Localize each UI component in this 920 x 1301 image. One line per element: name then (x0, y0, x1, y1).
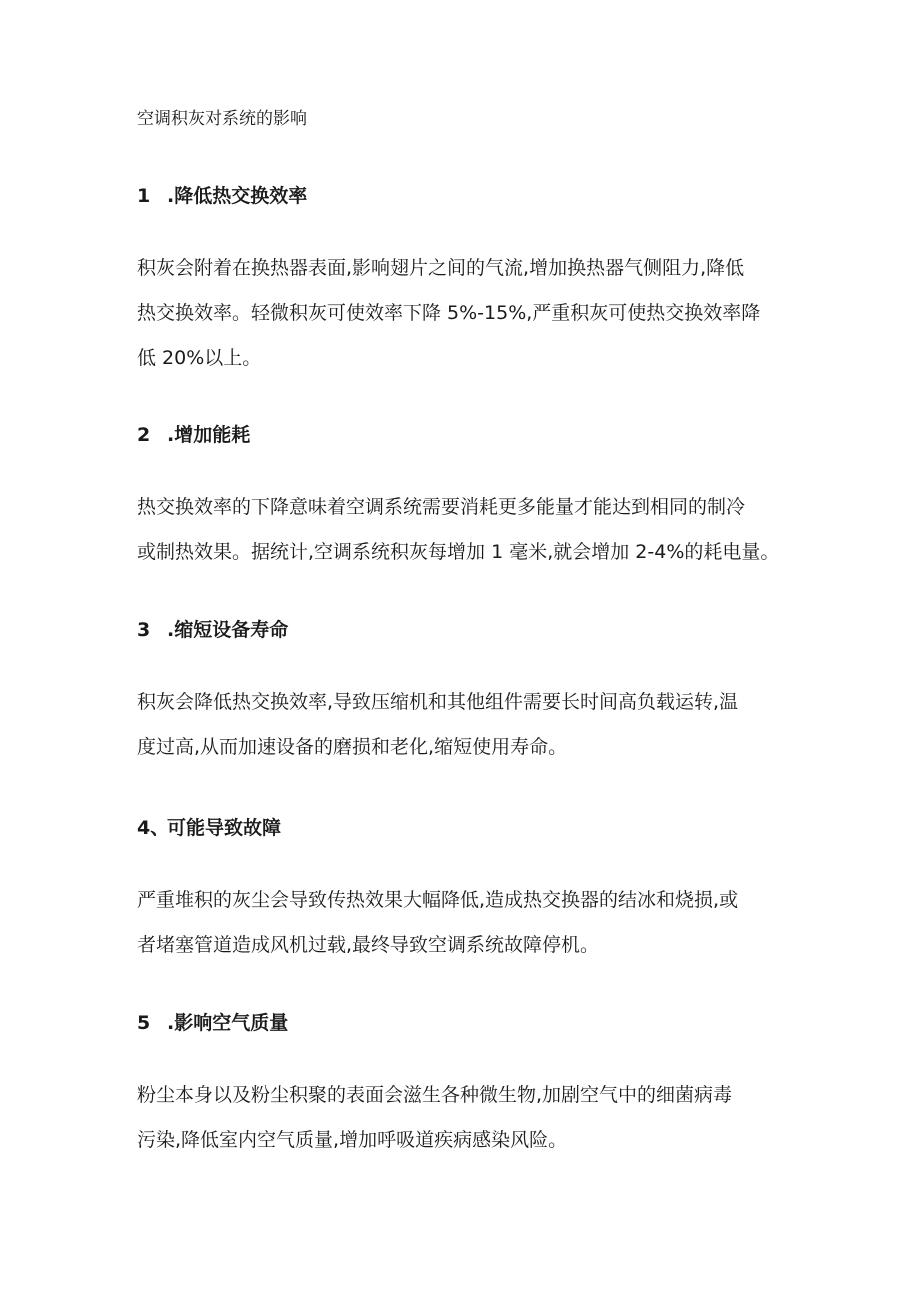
section-heading-text: 可能导致故障 (167, 817, 282, 839)
section-paragraph-2 (137, 485, 797, 575)
section-number: 4、 (137, 817, 170, 839)
section-paragraph-1 (137, 246, 797, 381)
section-paragraph-4 (137, 878, 797, 968)
section-number: 1 (137, 185, 151, 207)
section-heading-1 (137, 183, 307, 209)
section-number: 2 (137, 424, 151, 446)
paragraph-line: 积灰会附着在换热器表面,影响翅片之间的气流,增加换热器气侧阻力,降低 (137, 257, 745, 279)
section-heading-text: .增加能耗 (167, 424, 251, 446)
paragraph-line: 者堵塞管道造成风机过载,最终导致空调系统故障停机。 (137, 934, 600, 956)
section-paragraph-3 (137, 680, 797, 770)
section-number: 3 (137, 619, 151, 641)
paragraph-line: 热交换效率的下降意味着空调系统需要消耗更多能量才能达到相同的制冷 (137, 496, 746, 518)
paragraph-line: 低 20%以上。 (137, 347, 262, 369)
document-title: 空调积灰对系统的影响 (137, 109, 307, 129)
section-heading-text: .缩短设备寿命 (167, 619, 289, 641)
paragraph-line: 度过高,从而加速设备的磨损和老化,缩短使用寿命。 (137, 736, 568, 758)
section-heading-3 (137, 617, 288, 643)
paragraph-line: 热交换效率。轻微积灰可使效率下降 5%-15%,严重积灰可使热交换效率降 (137, 302, 761, 324)
section-heading-text: .影响空气质量 (167, 1012, 289, 1034)
paragraph-line: 严重堆积的灰尘会导致传热效果大幅降低,造成热交换器的结冰和烧损,或 (137, 889, 739, 911)
section-heading-text: .降低热交换效率 (167, 185, 308, 207)
paragraph-line: 或制热效果。据统计,空调系统积灰每增加 1 毫米,就会增加 2-4%的耗电量。 (137, 541, 780, 563)
section-heading-5 (137, 1010, 288, 1036)
section-number: 5 (137, 1012, 151, 1034)
paragraph-line: 粉尘本身以及粉尘积聚的表面会滋生各种微生物,加剧空气中的细菌病毒 (137, 1084, 733, 1106)
section-heading-4 (137, 815, 281, 841)
section-heading-2 (137, 422, 250, 448)
paragraph-line: 积灰会降低热交换效率,导致压缩机和其他组件需要长时间高负载运转,温 (137, 691, 739, 713)
paragraph-line: 污染,降低室内空气质量,增加呼吸道疾病感染风险。 (137, 1129, 568, 1151)
section-paragraph-5 (137, 1073, 797, 1163)
